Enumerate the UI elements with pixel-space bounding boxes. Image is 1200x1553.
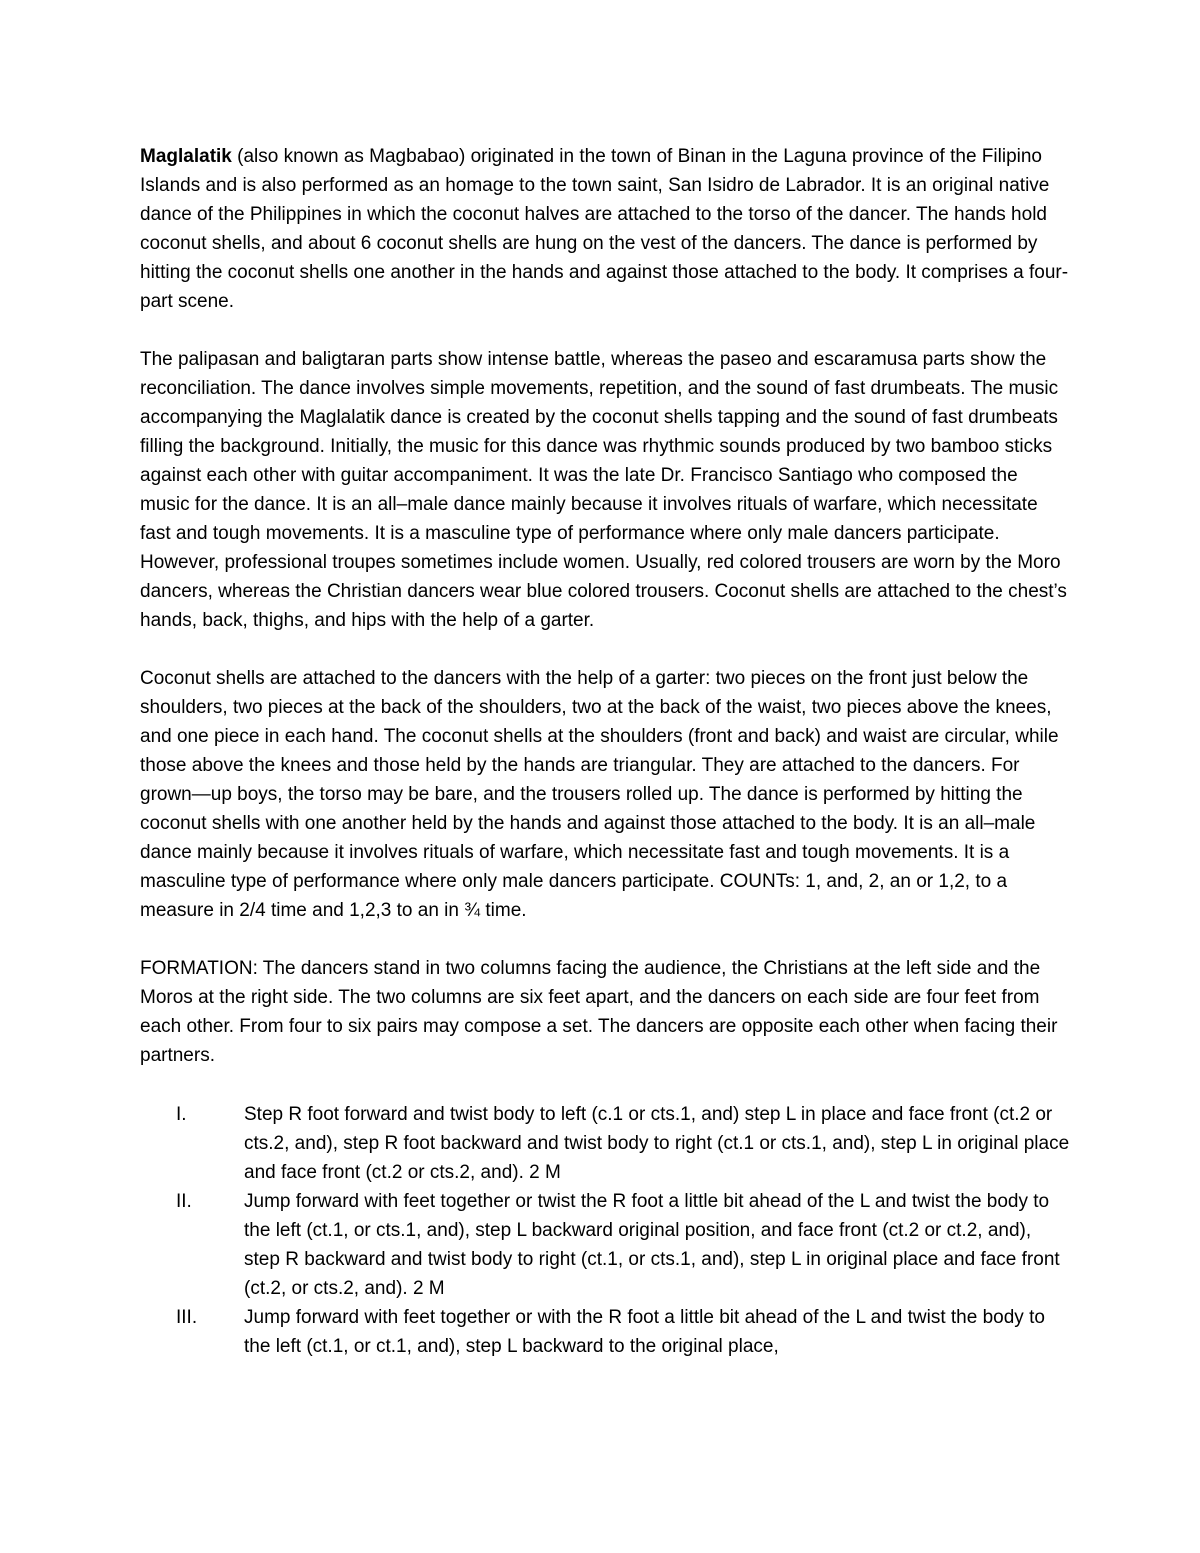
step-numeral: III. <box>176 1307 198 1328</box>
step-numeral: I. <box>176 1104 187 1125</box>
paragraph-parts-and-music: The palipasan and baligtaran parts show intense battle, whereas the paseo and escaramusa parts show the reconciliation. The dance involves simple movements, repetition, and the sound of fast drumbeats. The music accompanying the Maglalatik dance is created by the coconut shells tapping and the sound of fast drumbeats filling the background. Initially, the music for this dance was rhythmic sounds produced by two bamboo sticks against each other with guitar accompaniment. It was the late Dr. Francisco Santiago who composed the music for the dance. It is an all–male dance mainly because it involves rituals of warfare, which necessitate fast and tough movements. It is a masculine type of performance where only male dancers participate. However, professional troupes sometimes include women. Usually, red colored trousers are worn by the Moro dancers, whereas the Christian dancers wear blue colored trousers. Coconut shells are attached to the chest’s hands, back, thighs, and hips with the help of a garter. <box>140 349 1067 631</box>
steps-list <box>140 1100 1070 1361</box>
step-item-3 <box>140 1303 1070 1361</box>
dance-name-term: Maglalatik <box>140 146 232 167</box>
paragraph-intro <box>140 142 1070 316</box>
paragraph-costume: Coconut shells are attached to the dancers with the help of a garter: two pieces on the front just below the shoulders, two pieces at the back of the shoulders, two at the back of the waist, two pieces above the knees, and one piece in each hand. The coconut shells at the shoulders (front and back) and waist are circular, while those above the knees and those held by the hands are triangular. They are attached to the dancers. For grown—up boys, the torso may be bare, and the trousers rolled up. The dance is performed by hitting the coconut shells with one another held by the hands and against those attached to the body. It is an all–male dance mainly because it involves rituals of warfare, which necessitate fast and tough movements. It is a masculine type of performance where only male dancers participate. COUNTs: 1, and, 2, an or 1,2, to a measure in 2/4 time and 1,2,3 to an in ¾ time. <box>140 668 1059 921</box>
paragraph-formation: FORMATION: The dancers stand in two columns facing the audience, the Christians at the left side and the Moros at the right side. The two columns are six feet apart, and the dancers on each side are four feet from each other. From four to six pairs may compose a set. The dancers are opposite each other when facing their partners. <box>140 958 1058 1066</box>
step-item-1 <box>140 1100 1070 1187</box>
step-text: Jump forward with feet together or with the R foot a little bit ahead of the L and twist the body to the left (ct.1, or ct.1, and), step L backward to the original place, <box>244 1307 1045 1357</box>
step-item-2 <box>140 1187 1070 1303</box>
step-text: Step R foot forward and twist body to left (c.1 or cts.1, and) step L in place and face front (ct.2 or cts.2, and), step R foot backward and twist body to right (ct.1 or cts.1, and), step L in original place and face front (ct.2 or cts.2, and). 2 M <box>244 1104 1070 1183</box>
step-text: Jump forward with feet together or twist the R foot a little bit ahead of the L and twist the body to the left (ct.1, or cts.1, and), step L backward original position, and face front (ct.2 or ct.2, and), step R backward and twist body to right (ct.1, or cts.1, and), step L in original place and face front (ct.2, or cts.2, and). 2 M <box>244 1191 1060 1299</box>
document-body <box>140 142 1070 1361</box>
step-numeral: II. <box>176 1191 192 1212</box>
paragraph-intro-text: (also known as Magbabao) originated in the town of Binan in the Laguna province of the Filipino Islands and is also performed as an homage to the town saint, San Isidro de Labrador. It is an original native dance of the Philippines in which the coconut halves are attached to the torso of the dancer. The hands hold coconut shells, and about 6 coconut shells are hung on the vest of the dancers. The dance is performed by hitting the coconut shells one another in the hands and against those attached to the body. It comprises a four-part scene. <box>140 146 1069 312</box>
